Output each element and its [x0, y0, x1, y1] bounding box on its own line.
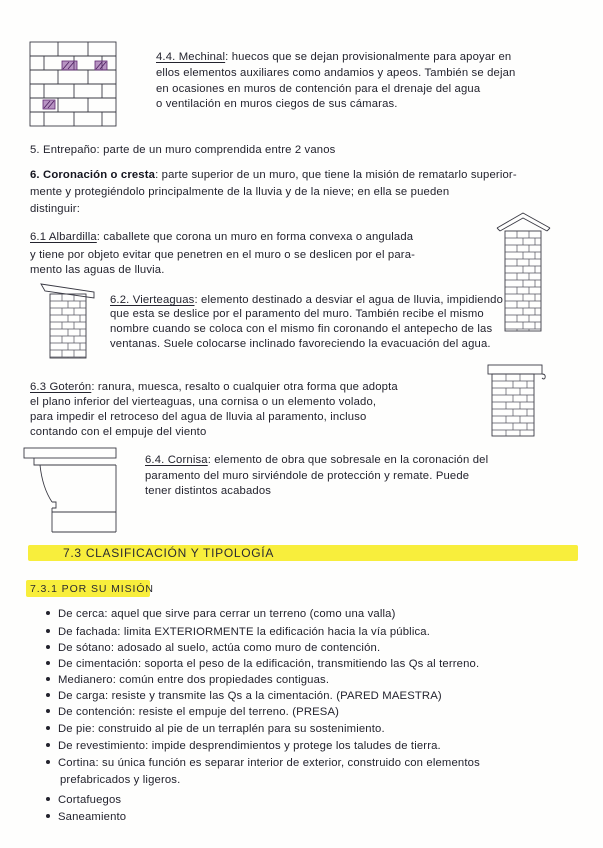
- list-item: [46, 689, 442, 703]
- coronacion-line-2: mente y protegiéndolo principalmente de la lluvia y de la nieve; en ella se pueden: [30, 186, 450, 198]
- cornisa-text: : elemento de obra que sobresale en la coronación del: [207, 454, 489, 466]
- bullet-dot: [46, 797, 50, 801]
- mechinal-text: : huecos que se dejan provisionalmente para apoyar en: [225, 51, 512, 63]
- bullet-dot: [46, 677, 50, 681]
- section-subheading: 7.3.1 POR SU MISIÓN: [30, 583, 154, 595]
- coronacion-line-1: [30, 168, 517, 182]
- mechinal-line-3: en ocasiones en muros de contención para el drenaje del agua: [156, 83, 481, 95]
- entrepano-line-1: [30, 143, 335, 157]
- list-item: [46, 607, 396, 621]
- cornisa-line-1: [145, 453, 488, 467]
- bullet-term: De fachada: [58, 626, 118, 638]
- list-item: [46, 722, 385, 736]
- entrepano-term: 5. Entrepaño: [30, 144, 97, 156]
- cornisa-line-3: tener distintos acabados: [145, 485, 272, 497]
- albardilla-line-1: [30, 230, 413, 244]
- bullet-dot: [46, 611, 50, 615]
- bullet-term: Cortina: [58, 757, 96, 769]
- bullet-term: De revestimiento: [58, 740, 146, 752]
- bullet-text: : aquel que sirve para cerrar un terreno (como una valla): [104, 608, 396, 620]
- bullet-dot: [46, 661, 50, 665]
- bullet-term: De cimentación: [58, 658, 138, 670]
- bullet-term: De pie: [58, 723, 92, 735]
- vierteaguas-sketch-icon: [38, 281, 100, 361]
- bullet-dot: [46, 645, 50, 649]
- bullet-text: : impide desprendimientos y protege los taludes de tierra.: [145, 740, 441, 752]
- mechinal-wall-sketch-icon: [28, 40, 120, 130]
- goteron-text: : ranura, muesca, resalto o cualquier otra forma que adopta: [91, 381, 398, 393]
- goteron-line-4: contando con el empuje del viento: [30, 426, 207, 438]
- bullet-dot: [46, 693, 50, 697]
- bullet-text: : adosado al suelo, actúa como muro de contención.: [110, 642, 381, 654]
- bullet-dot: [46, 760, 50, 764]
- bullet-text: : limita EXTERIORMENTE la edificación hacia la vía pública.: [117, 626, 431, 638]
- mechinal-term: 4.4. Mechinal: [156, 51, 226, 63]
- bullet-dot: [46, 814, 50, 818]
- bullet-text: : su única función es separar interior de exterior, construido con elementos: [95, 757, 480, 769]
- list-item: [46, 625, 430, 639]
- albardilla-text: : caballete que corona un muro en forma convexa o angulada: [96, 231, 414, 243]
- bullet-term: De contención: [58, 706, 133, 718]
- vierteaguas-term: 6.2. Vierteaguas: [110, 294, 195, 306]
- section-heading: 7.3 CLASIFICACIÓN Y TIPOLOGÍA: [63, 546, 275, 560]
- bullet-term: Saneamiento: [58, 811, 127, 823]
- bullet-text: : resiste el empuje del terreno. (PRESA): [132, 706, 340, 718]
- albardilla-sketch-icon: [495, 210, 553, 334]
- bullet-text: : resiste y transmite las Qs a la cimentación. (PARED MAESTRA): [105, 690, 442, 702]
- list-item: [46, 657, 479, 671]
- mechinal-line-4: o ventilación en muros ciegos de sus cámaras.: [156, 98, 398, 110]
- cornisa-sketch-icon: [22, 444, 122, 536]
- bullet-dot: [46, 709, 50, 713]
- vierteaguas-line-2: que esta se deslice por el paramento del muro. También recibe el mismo: [110, 308, 484, 320]
- goteron-line-2: el plano inferior del vierteaguas, una cornisa o un elemento volado,: [30, 396, 377, 408]
- bullet-term: Medianero: [58, 674, 113, 686]
- goteron-line-1: [30, 380, 398, 394]
- list-item: [46, 793, 121, 807]
- goteron-sketch-icon: [486, 362, 550, 438]
- bullet-text: : soporta el peso de la edificación, transmitiendo las Qs al terreno.: [137, 658, 480, 670]
- goteron-term: 6.3 Goterón: [30, 381, 92, 393]
- mechinal-line-2: ellos elementos auxiliares como andamios y apeos. También se dejan: [156, 67, 516, 79]
- list-item: [46, 739, 441, 753]
- bullet-dot: [46, 743, 50, 747]
- albardilla-line-3: mento las aguas de lluvia.: [30, 264, 165, 276]
- vierteaguas-text: : elemento destinado a desviar el agua de lluvia, impidiendo: [194, 294, 504, 306]
- vierteaguas-line-3: nombre cuando se coloca con el mismo fin coronando el antepecho de las: [110, 323, 493, 335]
- bullet-term: Cortafuegos: [58, 794, 122, 806]
- vierteaguas-line-1: [110, 293, 503, 307]
- bullet-term: De cerca: [58, 608, 105, 620]
- albardilla-line-2: y tiene por objeto evitar que penetren en el muro o se deslicen por el para-: [30, 249, 416, 261]
- list-item: [46, 641, 380, 655]
- list-item: [46, 673, 329, 687]
- cornisa-term: 6.4. Cornisa: [145, 454, 208, 466]
- bullet-text: : construido al pie de un terraplén para su sostenimiento.: [91, 723, 385, 735]
- bullet-term: De sótano: [58, 642, 111, 654]
- list-item: [46, 810, 126, 824]
- entrepano-text: : parte de un muro comprendida entre 2 vanos: [96, 144, 336, 156]
- bullet-dot: [46, 629, 50, 633]
- mechinal-line-1: [156, 50, 511, 64]
- bullet-text-continuation: prefabricados y ligeros.: [60, 774, 181, 786]
- albardilla-term: 6.1 Albardilla: [30, 231, 97, 243]
- coronacion-line-3: distinguir:: [30, 203, 80, 215]
- list-item: [46, 756, 480, 770]
- bullet-text: : común entre dos propiedades contiguas.: [112, 674, 330, 686]
- cornisa-line-2: paramento del muro sirviéndole de protección y remate. Puede: [145, 470, 470, 482]
- list-item: [46, 705, 339, 719]
- coronacion-term: 6. Coronación o cresta: [30, 169, 156, 181]
- coronacion-text: : parte superior de un muro, que tiene la misión de rematarlo superior-: [155, 169, 517, 181]
- bullet-dot: [46, 726, 50, 730]
- vierteaguas-line-4: ventanas. Suele colocarse inclinado favoreciendo la evacuación del agua.: [110, 338, 491, 350]
- bullet-term: De carga: [58, 690, 106, 702]
- goteron-line-3: para impedir el retroceso del agua de lluvia al paramento, incluso: [30, 411, 367, 423]
